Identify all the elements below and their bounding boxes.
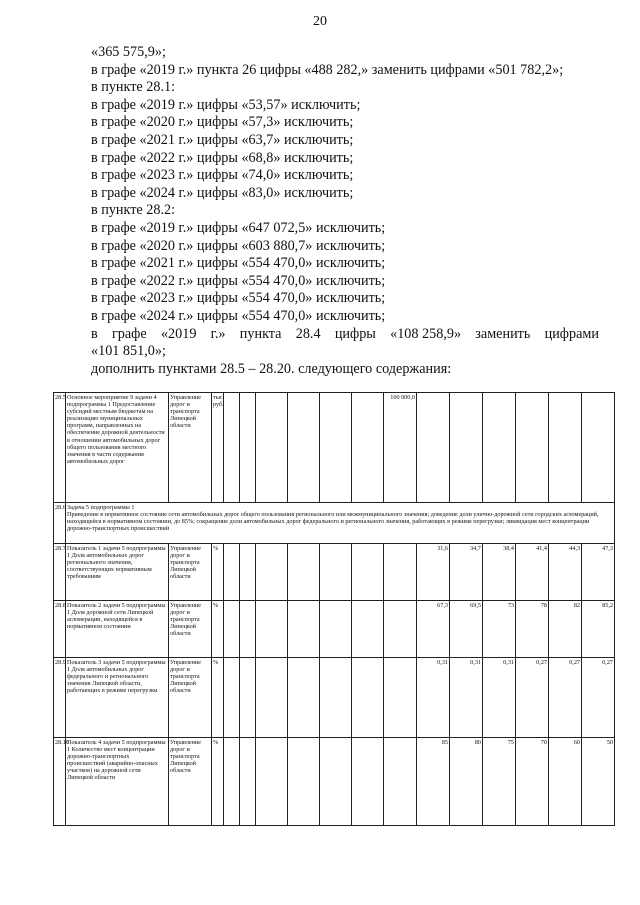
- row-name: Показатель 2 задачи 5 подпрограммы 1 Доля дорожной сети Липецкой агломерации, находящейся в нормативном состоянии: [66, 601, 169, 658]
- table-cell: [384, 658, 417, 738]
- row-number: 28.6: [54, 503, 66, 544]
- text-line: в пункте 28.2:: [91, 202, 176, 219]
- text-line: дополнить пунктами 28.5 – 28.20. следующего содержания:: [91, 360, 452, 377]
- table-cell: [240, 601, 256, 658]
- year-value: 0,27: [582, 658, 615, 738]
- text-line: в графе «2024 г.» цифры «554 470,0» исключить;: [91, 307, 386, 324]
- row-unit: %: [212, 601, 224, 658]
- word: «2019: [160, 325, 197, 342]
- year-value: 0,31: [483, 658, 516, 738]
- row-name: Основное мероприятие 9 задачи 4 подпрограммы 1 Предоставление субсидий местным бюджетам на реализацию муниципальных программ, направленных на обеспечение дорожной деятельности в отношении автомобильных дорог общего пользования местного значения в части содержания автомобильных дорог: [66, 393, 169, 503]
- year-value: 50: [582, 738, 615, 826]
- word: цифры: [334, 325, 376, 342]
- table-cell: [224, 738, 240, 826]
- word: 28.4: [295, 325, 321, 342]
- year-value: [582, 393, 615, 503]
- table-cell: [384, 544, 417, 601]
- text-line: в графе «2020 г.» цифры «57,3» исключить;: [91, 114, 354, 131]
- year-value: 31,6: [417, 544, 450, 601]
- table-cell: [240, 738, 256, 826]
- year-value: 41,4: [516, 544, 549, 601]
- table-row: [54, 601, 615, 658]
- table-cell: [384, 601, 417, 658]
- year-value: 70: [516, 738, 549, 826]
- row-unit: %: [212, 658, 224, 738]
- year-value: 0,27: [549, 658, 582, 738]
- table-cell: [256, 658, 288, 738]
- row-executor: Управление дорог и транспорта Липецкой области: [169, 544, 212, 601]
- year-value: 38,4: [483, 544, 516, 601]
- row-unit: %: [212, 544, 224, 601]
- table-row: [54, 658, 615, 738]
- row-name: Показатель 4 задачи 5 подпрограммы 1 Количество мест концентрации дорожно-транспортных происшествий (аварийно-опасных участков) на дорожной сети Липецкой области: [66, 738, 169, 826]
- table-cell: [288, 544, 320, 601]
- page-number: 20: [313, 14, 327, 29]
- year-value: 47,3: [582, 544, 615, 601]
- table-cell: [224, 601, 240, 658]
- text-line: в графе «2022 г.» цифры «554 470,0» исключить;: [91, 272, 386, 289]
- table-cell: [288, 738, 320, 826]
- text-line: «101 851,0»;: [91, 343, 166, 360]
- year-value: 82: [549, 601, 582, 658]
- program-table: [53, 392, 615, 826]
- word: «108 258,9»: [390, 325, 462, 342]
- table-cell: [352, 601, 384, 658]
- table-cell: [256, 544, 288, 601]
- row-number: 28.8: [54, 601, 66, 658]
- table-cell: [224, 544, 240, 601]
- year-value: 69,5: [450, 601, 483, 658]
- year-value: [549, 393, 582, 503]
- justified-line: [91, 326, 599, 344]
- year-value: 67,3: [417, 601, 450, 658]
- row-unit: тыс. руб.: [212, 393, 224, 503]
- task-header: [66, 503, 615, 544]
- table-row: [54, 393, 615, 503]
- year-value: 34,7: [450, 544, 483, 601]
- year-value: 73: [483, 601, 516, 658]
- table-row: [54, 738, 615, 826]
- table-cell: [256, 393, 288, 503]
- row-number: 28.9: [54, 658, 66, 738]
- year-value: 80: [450, 738, 483, 826]
- year-value: 60: [549, 738, 582, 826]
- table-cell: [288, 601, 320, 658]
- row-number: 28.7: [54, 544, 66, 601]
- text-line: в графе «2021 г.» цифры «63,7» исключить;: [91, 131, 354, 148]
- word: г.»: [210, 325, 226, 342]
- word: заменить: [475, 325, 531, 342]
- row-executor: Управление дорог и транспорта Липецкой области: [169, 393, 212, 503]
- row-name: Показатель 1 задачи 5 подпрограммы 1 Доля автомобильных дорог регионального значения, соответствующих нормативным требованиям: [66, 544, 169, 601]
- year-value: 78: [516, 601, 549, 658]
- text-line: в графе «2022 г.» цифры «68,8» исключить;: [91, 149, 354, 166]
- text-line: в графе «2019 г.» цифры «647 072,5» исключить;: [91, 219, 386, 236]
- table-cell: [288, 658, 320, 738]
- table-cell: [288, 393, 320, 503]
- text-line: в графе «2023 г.» цифры «554 470,0» исключить;: [91, 290, 386, 307]
- year-value: 85,2: [582, 601, 615, 658]
- table-cell: [224, 393, 240, 503]
- table-cell: [352, 544, 384, 601]
- table-cell: [224, 658, 240, 738]
- word: пункта: [239, 325, 282, 342]
- year-value: 75: [483, 738, 516, 826]
- task-title: Задача 5 подпрограммы 1: [67, 504, 135, 511]
- year-value: [516, 393, 549, 503]
- table-cell: [320, 393, 352, 503]
- year-value: 85: [417, 738, 450, 826]
- row-unit: %: [212, 738, 224, 826]
- year-value: 44,3: [549, 544, 582, 601]
- word: графе: [111, 325, 147, 342]
- row-number: 28.10: [54, 738, 66, 826]
- table-row: [54, 544, 615, 601]
- table-row: [54, 503, 615, 544]
- table-cell: [384, 738, 417, 826]
- text-line: в графе «2021 г.» цифры «554 470,0» исключить;: [91, 255, 386, 272]
- table-cell: [240, 393, 256, 503]
- year-value: [417, 393, 450, 503]
- table-cell: [256, 738, 288, 826]
- text-line: в графе «2019 г.» пункта 26 цифры «488 282,» заменить цифрами «501 782,2»;: [91, 61, 564, 78]
- text-line: в графе «2019 г.» цифры «53,57» исключить;: [91, 96, 361, 113]
- row-executor: Управление дорог и транспорта Липецкой области: [169, 601, 212, 658]
- table-cell: [320, 738, 352, 826]
- text-line: в пункте 28.1:: [91, 79, 176, 96]
- row-executor: Управление дорог и транспорта Липецкой области: [169, 738, 212, 826]
- row-number: 28.5: [54, 393, 66, 503]
- table-cell: [240, 658, 256, 738]
- task-description: Приведение в нормативное состояние сети автомобильных дорог общего пользования регионального или межмуниципального значения; доведение доли улично-дорожной сети городских агломераций, находящейся в нормативном состоянии, до 85%; сокращение доли автомобильных дорог федерального и регионального значения, работающих в режиме перегрузки; ликвидация мест концентрации дорожно-транспортных происшествий: [67, 511, 599, 533]
- row-name: Показатель 3 задачи 5 подпрограммы 1 Доля автомобильных дорог федерального и регионального значения Липецкой области, работающих в режиме перегрузки: [66, 658, 169, 738]
- year-value: [483, 393, 516, 503]
- table-cell: [352, 658, 384, 738]
- word: цифрами: [544, 325, 599, 342]
- table-cell: [352, 393, 384, 503]
- word: в: [91, 325, 98, 342]
- money-value: 100 000,0: [384, 393, 417, 503]
- table-cell: [256, 601, 288, 658]
- year-value: 0,31: [450, 658, 483, 738]
- table-cell: [240, 544, 256, 601]
- text-line: в графе «2020 г.» цифры «603 880,7» исключить;: [91, 237, 386, 254]
- text-line: в графе «2023 г.» цифры «74,0» исключить;: [91, 167, 354, 184]
- text-line: в графе «2024 г.» цифры «83,0» исключить;: [91, 184, 354, 201]
- year-value: 0,31: [417, 658, 450, 738]
- year-value: 0,27: [516, 658, 549, 738]
- year-value: [450, 393, 483, 503]
- row-executor: Управление дорог и транспорта Липецкой области: [169, 658, 212, 738]
- table-cell: [320, 544, 352, 601]
- amendment-text: [91, 44, 599, 378]
- text-line: «365 575,9»;: [91, 44, 166, 60]
- table-cell: [320, 658, 352, 738]
- table-cell: [352, 738, 384, 826]
- table-cell: [320, 601, 352, 658]
